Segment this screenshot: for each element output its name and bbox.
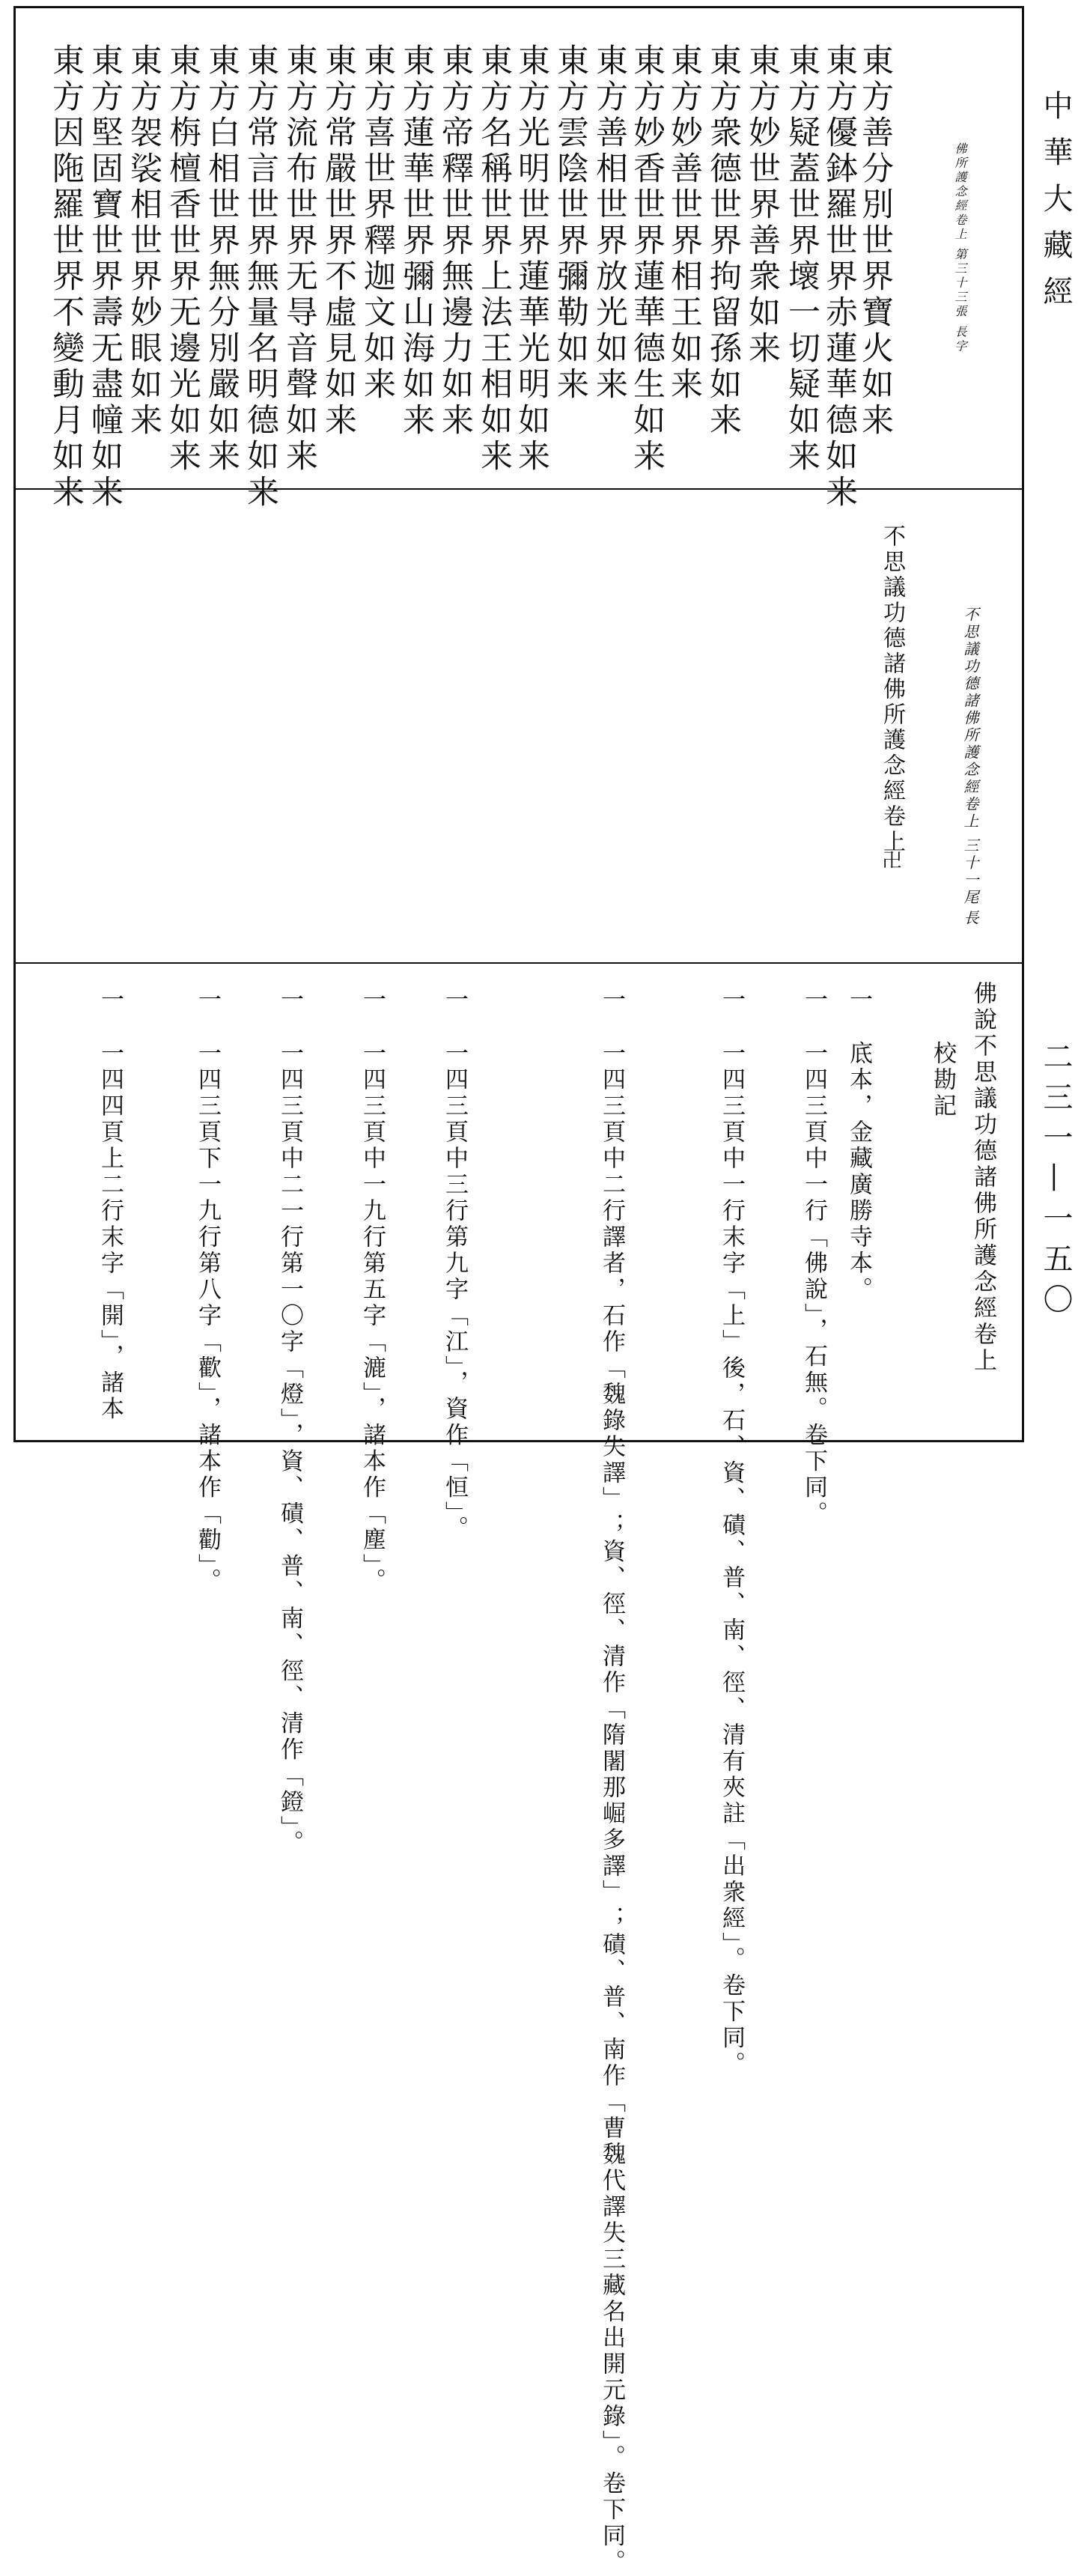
note-bullet: 一 bbox=[845, 987, 872, 1010]
buddha-name-column: 東方堅固寶世界壽无盡幢如来 bbox=[86, 43, 124, 511]
collation-note: 一四三頁中一九行第五字「漉」，諸本作「塵」。 bbox=[359, 1041, 386, 1594]
buddha-name-column: 東方流布世界无㝵音聲如来 bbox=[281, 43, 318, 475]
note-bullet: 一 bbox=[441, 987, 468, 1010]
collation-note: 一四四頁上二行末字「開」，諸本 bbox=[97, 1041, 124, 1423]
collation-note: 一四三頁中一行「佛說」，石無。卷下同。 bbox=[800, 1041, 827, 1528]
plate-slip-label: 佛所護念經卷上 第三十三張 長字 bbox=[953, 142, 967, 354]
section-divider-bottom bbox=[13, 962, 1024, 964]
buddha-name-column: 東方光明世界蓮華光明如来 bbox=[513, 43, 550, 475]
buddha-name-column: 東方衆德世界拘留孫如来 bbox=[704, 43, 742, 439]
note-bullet: 一 bbox=[97, 987, 124, 1010]
note-bullet: 一 bbox=[194, 987, 221, 1010]
juan-end-title: 不思議功德諸佛所護念經卷上 bbox=[879, 524, 905, 855]
collation-note: 一四三頁中二一行第一〇字「燈」，資、磧、普、南、徑、清作「鐙」。 bbox=[276, 1041, 303, 1856]
buddha-name-column: 東方雲陰世界彌勒如来 bbox=[552, 43, 589, 403]
swastika-mark: 卍 bbox=[879, 850, 901, 869]
buddha-name-column: 東方帝釋世界無邊力如来 bbox=[436, 43, 474, 439]
note-bullet: 一 bbox=[800, 987, 827, 1010]
note-bullet: 一 bbox=[276, 987, 303, 1010]
note-bullet: 一 bbox=[359, 987, 386, 1010]
collation-note: 一四三頁中三行第九字「江」，資作「恒」。 bbox=[441, 1041, 468, 1542]
notes-subtitle: 校勘記 bbox=[929, 1041, 956, 1120]
plate-slip-label: 不思議功德諸佛所護念經卷上 三十一尾 bbox=[961, 607, 979, 907]
collection-title: 中華大藏經 bbox=[1038, 90, 1073, 322]
buddha-name-column: 東方妙善世界相王如来 bbox=[666, 43, 703, 403]
notes-title: 佛說不思議功德諸佛所護念經卷上 bbox=[969, 981, 996, 1374]
note-bullet: 一 bbox=[718, 987, 745, 1010]
buddha-name-column: 東方名稱世界上法王相如来 bbox=[475, 43, 513, 475]
buddha-name-column: 東方袈裟相世界妙眼如来 bbox=[125, 43, 162, 439]
buddha-name-column: 東方善相世界放光如来 bbox=[591, 43, 628, 403]
collation-note: 一四三頁中一行末字「上」後，石、資、磧、普、南、徑、清有夾註「出衆經」。卷下同。 bbox=[718, 1041, 745, 2078]
buddha-name-column: 東方優鉢羅世界赤蓮華德如来 bbox=[820, 43, 858, 511]
collation-note: 底本，金藏廣勝寺本。 bbox=[845, 1041, 872, 1303]
collation-note: 一四三頁中二行譯者，石作「魏錄失譯」；資、徑、清作「隋闍那崛多譯」；磧、普、南作「曹魏代譯失三藏名出開元錄」。卷下同。 bbox=[598, 1041, 625, 2576]
buddha-name-column: 東方常嚴世界不虛見如来 bbox=[320, 43, 357, 439]
collation-note: 一四三頁下一九行第八字「歡」，諸本作「勸」。 bbox=[194, 1041, 221, 1594]
buddha-name-column: 東方因陁羅世界不變動月如来 bbox=[47, 43, 85, 511]
buddha-name-column: 東方妙世界善衆如来 bbox=[743, 43, 781, 367]
buddha-name-column: 東方蓮華世界彌山海如来 bbox=[398, 43, 435, 439]
buddha-name-column: 東方善分別世界寶火如来 bbox=[856, 43, 894, 439]
plate-slip-mark: 長 bbox=[961, 910, 979, 927]
buddha-name-column: 東方常言世界無量名明德如来 bbox=[242, 43, 279, 511]
note-bullet: 一 bbox=[598, 987, 625, 1010]
buddha-name-column: 東方疑蓋世界壞一切疑如来 bbox=[783, 43, 820, 475]
buddha-name-column: 東方妙香世界蓮華德生如来 bbox=[628, 43, 666, 475]
page-number: 二三一—一五〇 bbox=[1038, 1041, 1073, 1324]
buddha-name-column: 東方白相世界無分別嚴如来 bbox=[203, 43, 240, 475]
buddha-name-column: 東方喜世界釋迦文如来 bbox=[359, 43, 396, 403]
buddha-name-column: 東方栴檀香世界无邊光如来 bbox=[164, 43, 201, 475]
section-divider-top bbox=[13, 488, 1024, 490]
